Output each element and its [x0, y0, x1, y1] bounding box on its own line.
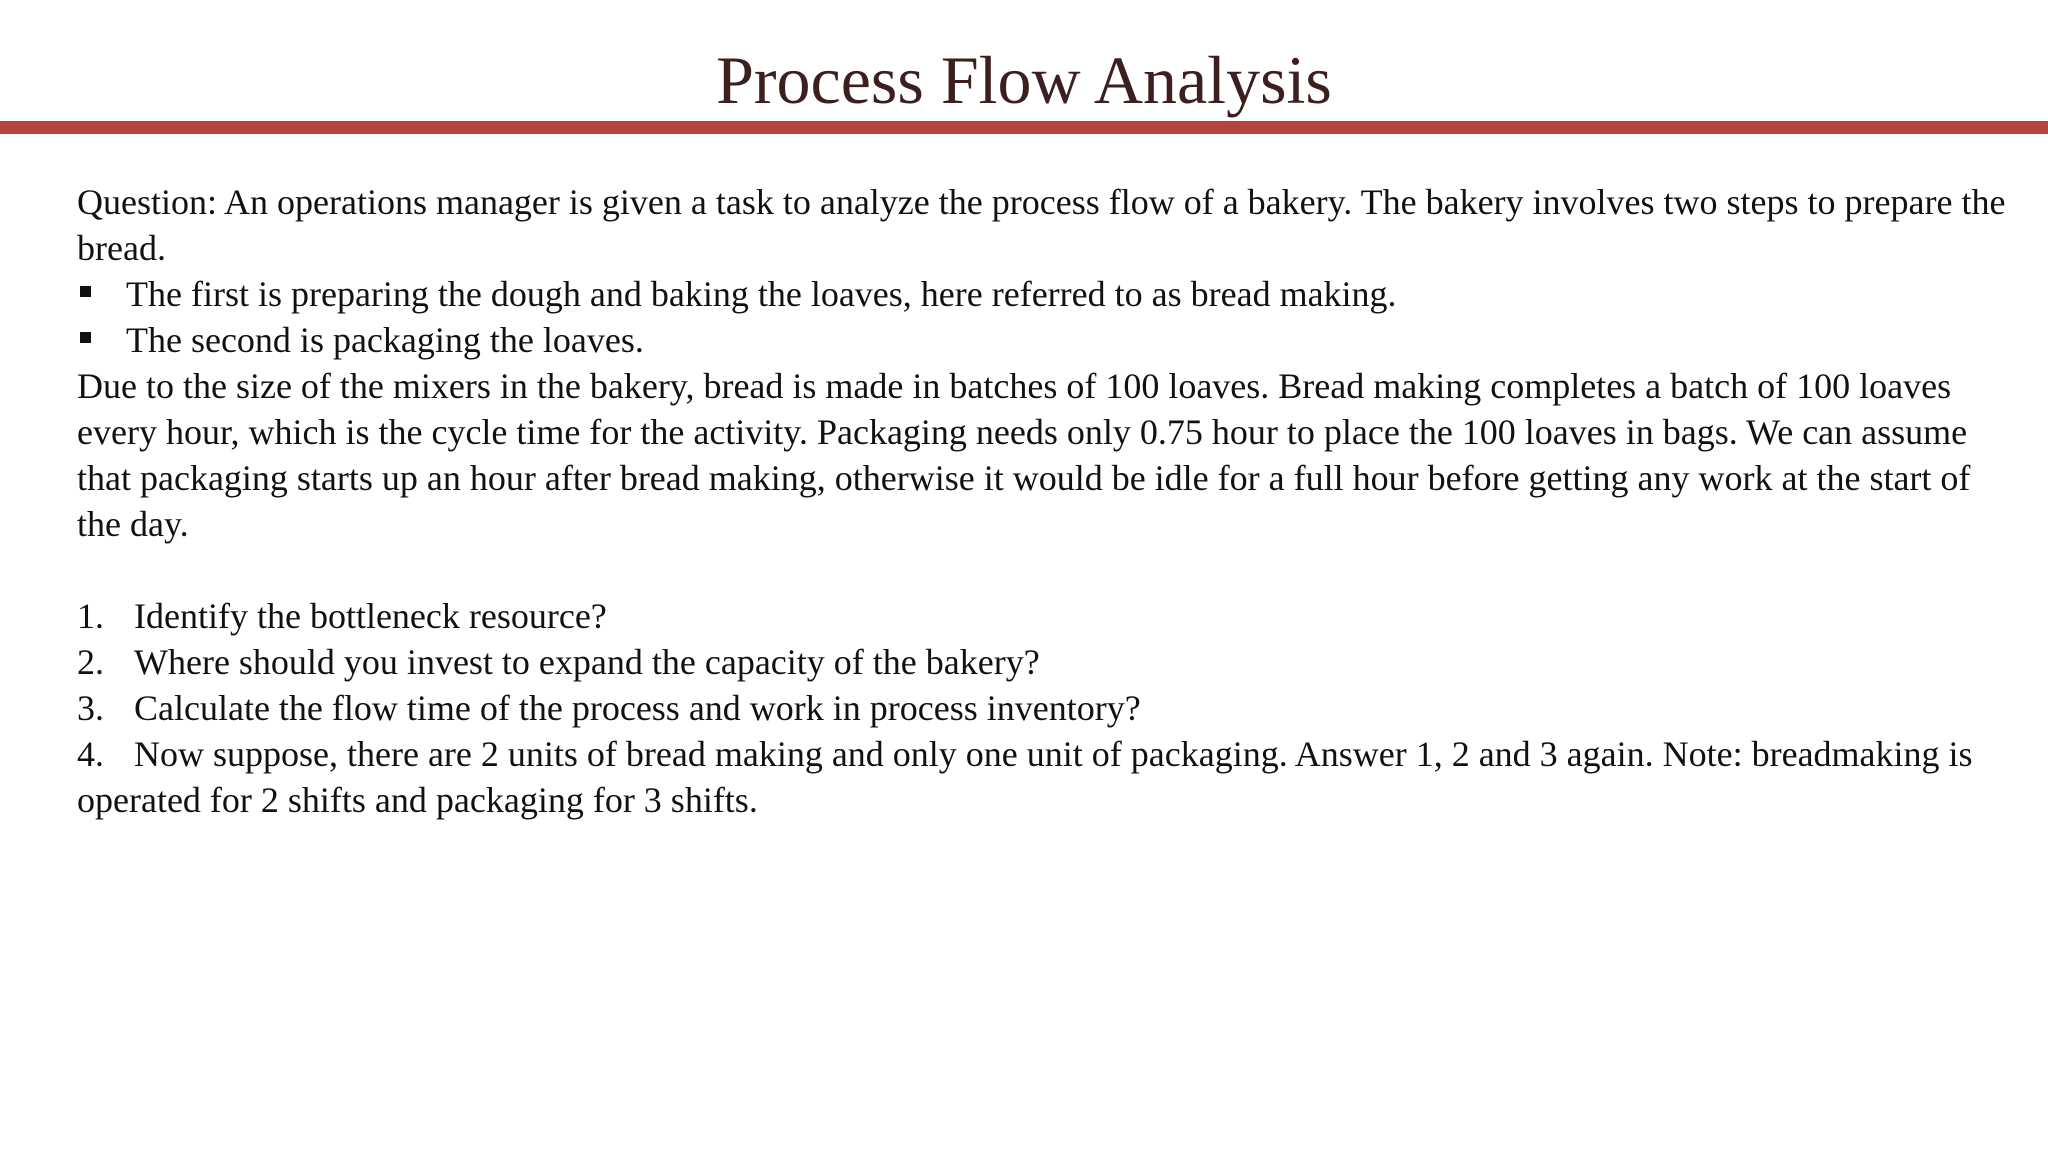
question-text: Where should you invest to expand the capacity of the bakery? — [134, 642, 1040, 682]
bullet-item-packaging — [77, 317, 2007, 363]
question-number: 2. — [77, 642, 104, 682]
question-details: Due to the size of the mixers in the bakery, bread is made in batches of 100 loaves. Bread making completes a batch of 100 loaves every hour, which is the cycle time for the activity. Packaging needs only 0.75 hour to place the 100 loaves in bags. We can assume that packaging starts up an hour after bread making, otherwise it would be idle for a full hour before getting any work at the start of the day. — [77, 366, 1971, 544]
question-text: Now suppose, there are 2 units of bread making and only one unit of packaging. Answer 1, 2 and 3 again. Note: breadmaking is operated for 2 shifts and packaging for 3 shifts. — [77, 734, 1973, 820]
bullet-text: The second is packaging the loaves. — [126, 320, 644, 360]
question-number: 4. — [77, 734, 104, 774]
spacer — [77, 547, 2007, 593]
question-item-3 — [77, 685, 2007, 731]
question-list — [77, 593, 2007, 823]
square-bullet-icon — [80, 332, 91, 343]
question-text: Calculate the flow time of the process and work in process inventory? — [134, 688, 1141, 728]
step-bullet-list — [77, 271, 2007, 363]
question-text: Identify the bottleneck resource? — [134, 596, 607, 636]
question-number: 1. — [77, 596, 104, 636]
question-item-1 — [77, 593, 2007, 639]
question-number: 3. — [77, 688, 104, 728]
question-intro: Question: An operations manager is given a task to analyze the process flow of a bakery. The bakery involves two steps to prepare the bread. — [77, 182, 2006, 268]
question-item-4 — [77, 731, 2007, 823]
slide-content — [77, 179, 2007, 823]
slide-title: Process Flow Analysis — [716, 42, 1332, 118]
bullet-text: The first is preparing the dough and baking the loaves, here referred to as bread making. — [126, 274, 1397, 314]
square-bullet-icon — [80, 286, 91, 297]
bullet-item-bread-making — [77, 271, 2007, 317]
question-item-2 — [77, 639, 2007, 685]
title-divider — [0, 121, 2048, 134]
